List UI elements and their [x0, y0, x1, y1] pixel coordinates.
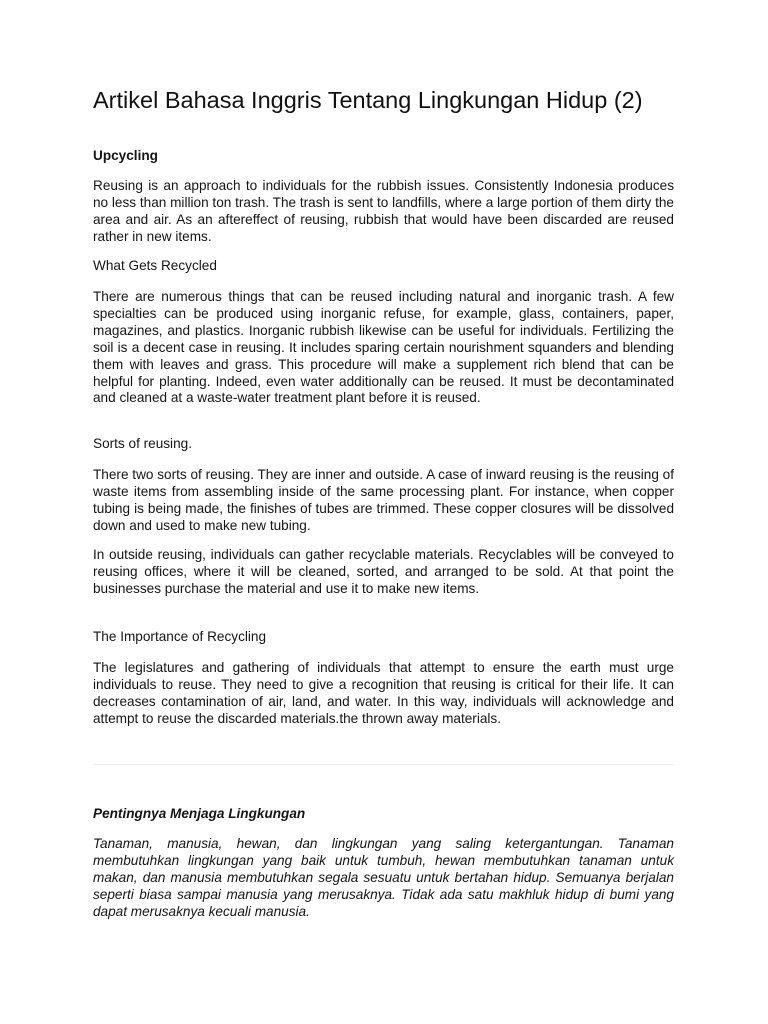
paragraph-outside-reusing: In outside reusing, individuals can gather recyclable materials. Recyclables will be conveyed to reusing offices, where it will be cleaned, sorted, and arranged to be sold. At that point the businesses purchase the material and use it to make new items.: [93, 547, 674, 596]
subheading-importance-of-recycling: The Importance of Recycling: [93, 629, 267, 644]
subheading-sorts-of-reusing: Sorts of reusing.: [93, 436, 192, 451]
subheading-what-gets-recycled: What Gets Recycled: [93, 258, 217, 273]
paragraph-importance-of-recycling: The legislatures and gathering of individuals that attempt to ensure the earth must urge individuals to reuse. They need to give a recognition that reusing is critical for their life. It can decreases contamination of air, land, and water. In this way, individuals will acknowledge and attempt to reuse the discarded materials.the thrown away materials.: [93, 660, 674, 726]
paragraph-what-gets-recycled: There are numerous things that can be reused including natural and inorganic trash. A few specialties can be produced using inorganic refuse, for example, glass, containers, paper, magazines, and plastics. Inorganic rubbish likewise can be useful for individuals. Fertilizing the soil is a decent case in reusing. It includes sparing certain nourishment squanders and blending them with leaves and grass. This procedure will make a supplement rich blend that can be helpful for planting. Indeed, even water additionally can be reused. It must be decontaminated and cleaned at a waste-water treatment plant before it is reused.: [93, 289, 674, 406]
article-title: Artikel Bahasa Inggris Tentang Lingkungan Hidup (2): [93, 87, 643, 113]
paragraph-inner-reusing: There two sorts of reusing. They are inner and outside. A case of inward reusing is the reusing of waste items from assembling inside of the same processing plant. For instance, when copper tubing is being made, the finishes of tubes are trimmed. These copper closures will be dissolved down and used to make new tubing.: [93, 467, 674, 533]
indonesian-section-heading: Pentingnya Menjaga Lingkungan: [93, 806, 306, 821]
indonesian-section-paragraph: Tanaman, manusia, hewan, dan lingkungan yang saling ketergantungan. Tanaman membutuhkan lingkungan yang baik untuk tumbuh, hewan membutuhkan tanaman untuk makan, dan manusia membutuhkan segala sesuatu untuk bertahan hidup. Semuanya berjalan seperti biasa sampai manusia yang merusaknya. Tidak ada satu makhluk hidup di bumi yang dapat merusaknya kecuali manusia.: [93, 836, 674, 919]
section-heading-upcycling: Upcycling: [93, 148, 158, 163]
paragraph-upcycling-intro: Reusing is an approach to individuals for the rubbish issues. Consistently Indonesia produces no less than million ton trash. The trash is sent to landfills, where a large portion of them dirty the area and air. As an aftereffect of reusing, rubbish that would have been discarded are reused rather in new items.: [93, 178, 674, 244]
section-divider: [93, 764, 674, 765]
